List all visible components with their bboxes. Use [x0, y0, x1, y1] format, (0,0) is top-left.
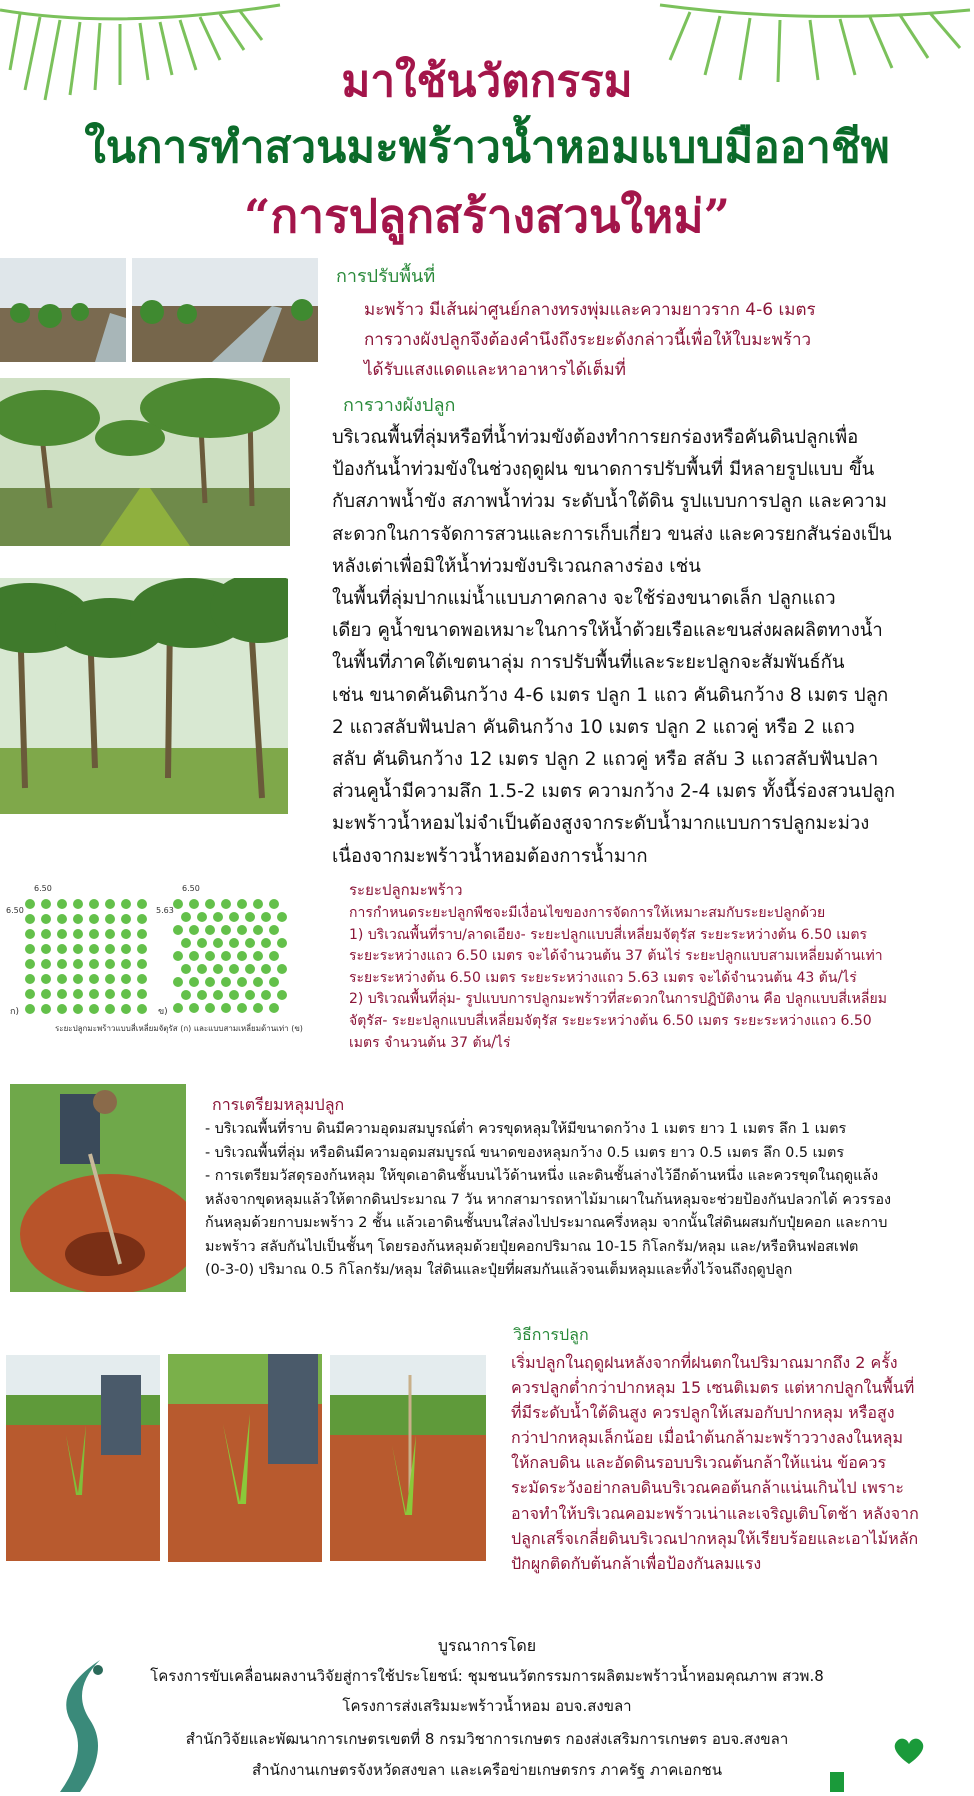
planting-line: ปลูกเสร็จเกลี่ยดินบริเวณปากหลุมให้เรียบร้อยและเอาไม้หลัก — [511, 1528, 919, 1548]
spacing-diagram-grid-triangle — [170, 896, 294, 1016]
planting-line: ระมัดระวังอย่ากลบดินบริเวณคอต้นกล้าแน่นเกินไป เพราะ — [511, 1478, 904, 1498]
layout-line: ในพื้นที่ภาคใต้เขตนาลุ่ม การปรับพื้นที่และระยะปลูกจะสัมพันธ์กัน — [332, 652, 845, 674]
footer-heading: บูรณาการโดย — [437, 1636, 537, 1655]
layout-line: สลับ คันดินกว้าง 12 เมตร ปลูก 2 แถวคู่ หรือ สลับ 3 แถวสลับฟันปลา — [332, 749, 879, 771]
text-spacing — [349, 903, 887, 1054]
spacing-line: ระยะระหว่างแถว 6.50 เมตร จะได้จำนวนต้น 37 ต้นไร่ ระยะปลูกแบบสามเหลี่ยมด้านเท่า — [349, 948, 883, 965]
title-line-1: มาใช้นวัตกรรม — [341, 56, 633, 107]
layout-line: มะพร้าวน้ำหอมไม่จำเป็นต้องสูงจากระดับน้ำมากแบบการปลูกมะม่วง — [332, 813, 870, 835]
spacing-line: การกำหนดระยะปลูกพืชจะมีเงื่อนไขของการจัดการให้เหมาะสมกับระยะปลูกด้วย — [349, 905, 826, 921]
photo-planting-3 — [330, 1355, 486, 1561]
dim-a-top: 6.50 — [34, 884, 52, 893]
prepare-land-line: มะพร้าว มีเส้นผ่าศูนย์กลางทรงพุ่มและความยาวราก 4-6 เมตร — [364, 300, 816, 320]
title-line-2: ในการทำสวนมะพร้าวน้ำหอมแบบมืออาชีพ — [84, 122, 890, 173]
heading-layout: การวางผังปลูก — [343, 395, 456, 416]
pit-line: - บริเวณพื้นที่ลุ่ม หรือดินมีความอุดมสมบูรณ์ ขนาดของหลุมกว้าง 0.5 เมตร ยาว 0.5 เมตร ลึก 0.5 เมตร — [205, 1144, 845, 1161]
photo-planting-1 — [6, 1355, 160, 1561]
photo-coconut-grove — [0, 578, 288, 814]
planting-line: เริ่มปลูกในฤดูฝนหลังจากที่ฝนตกในปริมาณมากถึง 2 ครั้ง — [511, 1353, 898, 1372]
pit-line: - การเตรียมวัสดุรองก้นหลุม ให้ขุดเอาดินชั้นบนไว้ด้านหนึ่ง และดินชั้นล่างไว้อีกด้านหนึ่ง และควรขุดในฤดูแล้ง — [205, 1168, 879, 1184]
heading-prepare-land: การปรับพื้นที่ — [336, 266, 436, 287]
prepare-land-line: ได้รับแสงแดดและหาอาหารได้เต็มที่ — [364, 360, 626, 380]
diagram-caption: ระยะปลูกมะพร้าวแบบสี่เหลี่ยมจัตุรัส (ก) และแบบสามเหลี่ยมด้านเท่า (ข) — [55, 1024, 303, 1033]
layout-line: กับสภาพน้ำขัง สภาพน้ำท่วม ระดับน้ำใต้ดิน รูปแบบการปลูก และความ — [332, 491, 887, 513]
planting-line: ที่มีระดับน้ำใต้ดินสูง ควรปลูกให้เสมอกับปากหลุม หรือสูง — [511, 1403, 895, 1423]
heading-pit: การเตรียมหลุมปลูก — [212, 1095, 345, 1114]
heading-planting: วิธีการปลูก — [513, 1325, 589, 1344]
photo-coconut-rows — [0, 378, 290, 546]
dim-a-side: 6.50 — [6, 906, 24, 915]
layout-line: เดียว คูน้ำขนาดพอเหมาะในการให้น้ำด้วยเรือและขนส่งผลผลิตทางน้ำ — [332, 620, 883, 642]
layout-line: ส่วนคูน้ำมีความลึก 1.5-2 เมตร ความกว้าง 2-4 เมตร ทั้งนี้ร่องสวนปลูก — [332, 781, 896, 803]
pit-line: (0-3-0) ปริมาณ 0.5 กิโลกรัม/หลุม ใส่ดินและปุ๋ยที่ผสมกันแล้วจนเต็มหลุมและทิ้งไว้จนถึงฤดูปลูก — [205, 1262, 793, 1278]
pit-line: หลังจากขุดหลุมแล้วให้ตากดินประมาณ 7 วัน หากสามารถหาไม้มาเผาในก้นหลุมจะช่วยป้องกันปลวกได้ ควรรอง — [205, 1191, 892, 1208]
layout-line: สะดวกในการจัดการสวนและการเก็บเกี่ยว ขนส่ง และควรยกสันร่องเป็น — [332, 523, 892, 545]
planting-line: กว่าปากหลุมเล็กน้อย เมื่อนำต้นกล้ามะพร้าววางลงในหลุม — [511, 1428, 903, 1448]
planting-line: ควรปลูกต่ำกว่าปากหลุม 15 เซนติเมตร แต่หากปลูกในพื้นที่ — [511, 1378, 915, 1398]
layout-line: 2 แถวสลับฟันปลา คันดินกว้าง 10 เมตร ปลูก 2 แถวคู่ หรือ 2 แถว — [332, 716, 855, 738]
planting-line: ปักผูกติดกับต้นกล้าเพื่อป้องกันลมแรง — [511, 1553, 762, 1573]
layout-line: หลังเต่าเพื่อมิให้น้ำท่วมขังบริเวณกลางร่อง เช่น — [332, 555, 701, 577]
photo-ditch-left — [0, 258, 126, 362]
layout-line: เช่น ขนาดคันดินกว้าง 4-6 เมตร ปลูก 1 แถว คันดินกว้าง 8 เมตร ปลูก — [332, 684, 889, 706]
layout-line: ป้องกันน้ำท่วมขังในช่วงฤดูฝน ขนาดการปรับพื้นที่ มีหลายรูปแบบ ขึ้น — [332, 459, 875, 481]
spacing-line: เมตร จำนวนต้น 37 ต้น/ไร่ — [349, 1034, 511, 1051]
prepare-land-line: การวางผังปลูกจึงต้องคำนึงถึงระยะดังกล่าวนี้เพื่อให้ใบมะพร้าว — [364, 330, 812, 350]
text-planting — [511, 1350, 919, 1576]
footer-line-2: โครงการส่งเสริมมะพร้าวน้ำหอม อบจ.สงขลา — [342, 1697, 632, 1715]
planting-line: อาจทำให้บริเวณคอมะพร้าวเน่าและเจริญเติบโตช้า หลังจาก — [511, 1503, 919, 1523]
text-prepare-land — [364, 295, 816, 385]
footer-line-3: สำนักวิจัยและพัฒนาการเกษตรเขตที่ 8 กรมวิชาการเกษตร กองส่งเสริมการเกษตร อบจ.สงขลา — [185, 1730, 789, 1748]
footer-line-4: สำนักงานเกษตรจังหวัดสงขลา และเครือข่ายเกษตรกร ภาครัฐ ภาคเอกชน — [252, 1761, 722, 1779]
dim-b-top: 6.50 — [182, 884, 200, 893]
pit-line: มะพร้าว สลับกันไปเป็นชั้นๆ โดยรองก้นหลุมด้วยปุ๋ยคอกปริมาณ 10-15 กิโลกรัม/หลุม และ/หรือหินฟอสเฟต — [205, 1238, 859, 1255]
layout-line: บริเวณพื้นที่ลุ่มหรือที่น้ำท่วมขังต้องทำการยกร่องหรือคันดินปลูกเพื่อ — [332, 427, 859, 448]
dim-b-side: 5.63 — [156, 906, 174, 915]
pit-line: ก้นหลุมด้วยกาบมะพร้าว 2 ชั้น แล้วเอาดินชั้นบนใส่ลงไปประมาณครึ่งหลุม จากนั้นใส่ดินผสมกับปุ๋ยคอก และกาบ — [205, 1215, 888, 1231]
spacing-line: ระยะระหว่างต้น 6.50 เมตร ระยะระหว่างแถว 5.63 เมตร จะได้จำนวนต้น 43 ต้น/ไร่ — [349, 969, 857, 986]
spacing-diagram-grid-square — [22, 896, 152, 1016]
diagram-label-a: ก) — [10, 1007, 19, 1017]
text-pit — [205, 1118, 891, 1283]
text-layout — [332, 422, 895, 873]
heading-spacing: ระยะปลูกมะพร้าว — [349, 881, 463, 899]
title-line-3: “การปลูกสร้างสวนใหม่” — [243, 189, 731, 243]
pit-line: - บริเวณพื้นที่ราบ ดินมีความอุดมสมบูรณ์ต่ำ ควรขุดหลุมให้มีขนาดกว้าง 1 เมตร ยาว 1 เมตร ลึก 1 เมตร — [205, 1121, 847, 1137]
diagram-label-b: ข) — [158, 1007, 168, 1017]
footer-line-1: โครงการขับเคลื่อนผลงานวิจัยสู่การใช้ประโยชน์: ชุมชนนวัตกรรมการผลิตมะพร้าวน้ำหอมคุณภาพ สวพ.8 — [150, 1667, 824, 1685]
photo-ditch-right — [132, 258, 318, 362]
spacing-line: 1) บริเวณพื้นที่ราบ/ลาดเอียง- ระยะปลูกแบบสี่เหลี่ยมจัตุรัส ระยะระหว่างต้น 6.50 เมตร — [349, 926, 867, 943]
photo-planting-2 — [168, 1354, 322, 1562]
photo-digging-pit — [10, 1084, 186, 1292]
spacing-line: จัตุรัส- ระยะปลูกแบบสี่เหลี่ยมจัตุรัส ระยะระหว่างต้น 6.50 เมตร ระยะระหว่างแถว 6.50 — [349, 1012, 872, 1029]
spacing-line: 2) บริเวณพื้นที่ลุ่ม- รูปแบบการปลูกมะพร้าวที่สะดวกในการปฏิบัติงาน คือ ปลูกแบบสี่เหลี่ยม — [349, 991, 887, 1008]
layout-line: ในพื้นที่ลุ่มปากแม่น้ำแบบภาคกลาง จะใช้ร่องขนาดเล็ก ปลูกแถว — [332, 588, 836, 610]
planting-line: ให้กลบดิน และอัดดินรอบบริเวณต้นกล้าให้แน่น ข้อควร — [511, 1453, 887, 1473]
layout-line: เนื่องจากมะพร้าวน้ำหอมต้องการน้ำมาก — [332, 845, 648, 867]
